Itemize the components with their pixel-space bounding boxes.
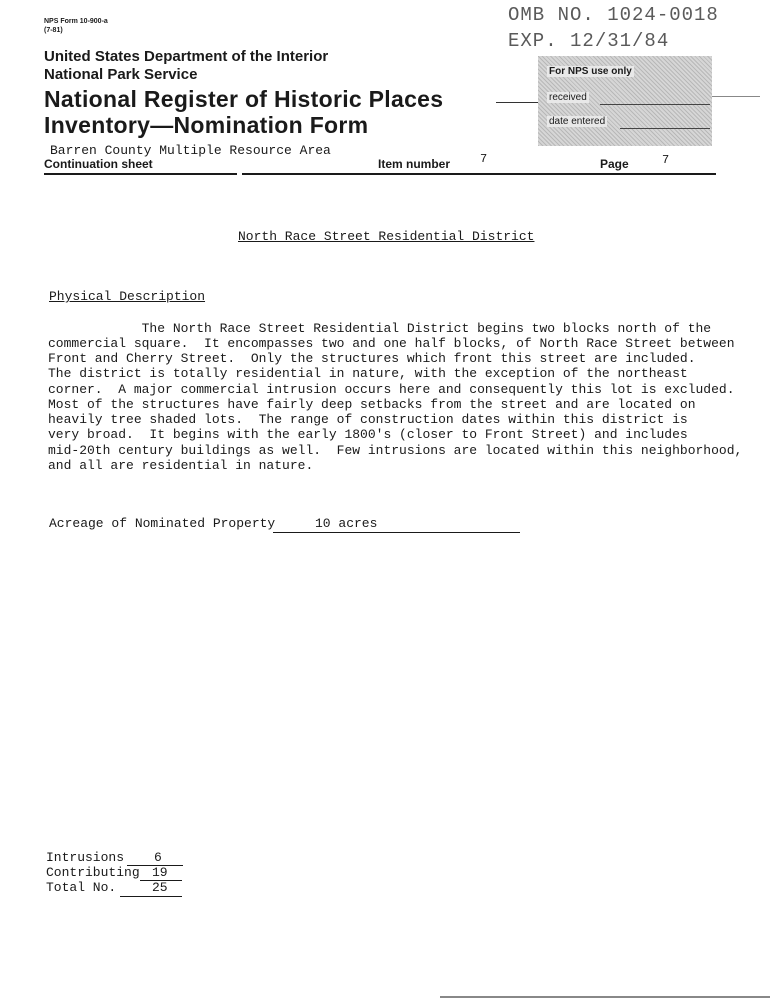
- body-line: Most of the structures have fairly deep setbacks from the street and are located on: [48, 397, 696, 412]
- body-line: heavily tree shaded lots. The range of construction dates within this district is: [48, 412, 688, 427]
- total-label: Total No.: [46, 880, 117, 895]
- omb-stamp: OMB NO. 1024-0018: [508, 4, 719, 26]
- title-rule-right: [712, 96, 760, 97]
- contributing-value: 19: [152, 865, 168, 880]
- date-entered-line: [620, 128, 710, 129]
- title-rule: [496, 102, 538, 103]
- page-value: 7: [662, 153, 670, 167]
- body-line: and all are residential in nature.: [48, 458, 314, 473]
- total-line: [120, 896, 182, 897]
- form-title-line1: National Register of Historic Places: [44, 86, 444, 112]
- body-line: Front and Cherry Street. Only the structures which front this street are included.: [48, 351, 696, 366]
- continuation-sheet-label: Continuation sheet: [44, 157, 153, 171]
- form-number-text: NPS Form 10-900-a: [44, 18, 108, 25]
- acreage-value: 10 acres: [315, 516, 378, 531]
- contributing-label: Contributing: [46, 865, 140, 880]
- body-line: The North Race Street Residential District begins two blocks north of the: [48, 321, 712, 336]
- agency-name: National Park Service: [44, 66, 198, 83]
- acreage-label: Acreage of Nominated Property: [49, 516, 276, 531]
- intrusions-label: Intrusions: [46, 850, 125, 865]
- page-label: Page: [600, 157, 629, 171]
- date-entered-label: date entered: [549, 116, 606, 127]
- exp-stamp: EXP. 12/31/84: [508, 30, 670, 52]
- body-line: very broad. It begins with the early 1800's (closer to Front Street) and includes: [48, 427, 688, 442]
- body-line: mid-20th century buildings as well. Few intrusions are located within this neighborhood,: [48, 443, 743, 458]
- nps-use-label: For NPS use only: [549, 66, 632, 77]
- acreage-line: [273, 532, 520, 533]
- body-line: corner. A major commercial intrusion occurs here and consequently this lot is excluded.: [48, 382, 735, 397]
- district-title: North Race Street Residential District: [238, 229, 535, 244]
- item-number-value: 7: [480, 152, 488, 166]
- header-rule-right: [242, 173, 716, 175]
- body-line: The district is totally residential in nature, with the exception of the northeast: [48, 366, 688, 381]
- item-number-label: Item number: [378, 157, 451, 171]
- body-line: commercial square. It encompasses two and one half blocks, of North Race Street between: [48, 336, 735, 351]
- page-bottom-edge: [440, 996, 770, 998]
- form-number: [44, 17, 108, 35]
- form-title-line2: Inventory—Nomination Form: [44, 112, 369, 138]
- total-value: 25: [152, 880, 168, 895]
- received-line: [600, 104, 710, 105]
- intrusions-value: 6: [154, 850, 162, 865]
- header-rule-left: [44, 173, 237, 175]
- section-heading: Physical Description: [49, 289, 206, 304]
- resource-area: Barren County Multiple Resource Area: [50, 143, 331, 158]
- form-date-text: (7-81): [44, 27, 63, 34]
- department-name: United States Department of the Interior: [44, 48, 329, 65]
- received-label: received: [549, 92, 587, 103]
